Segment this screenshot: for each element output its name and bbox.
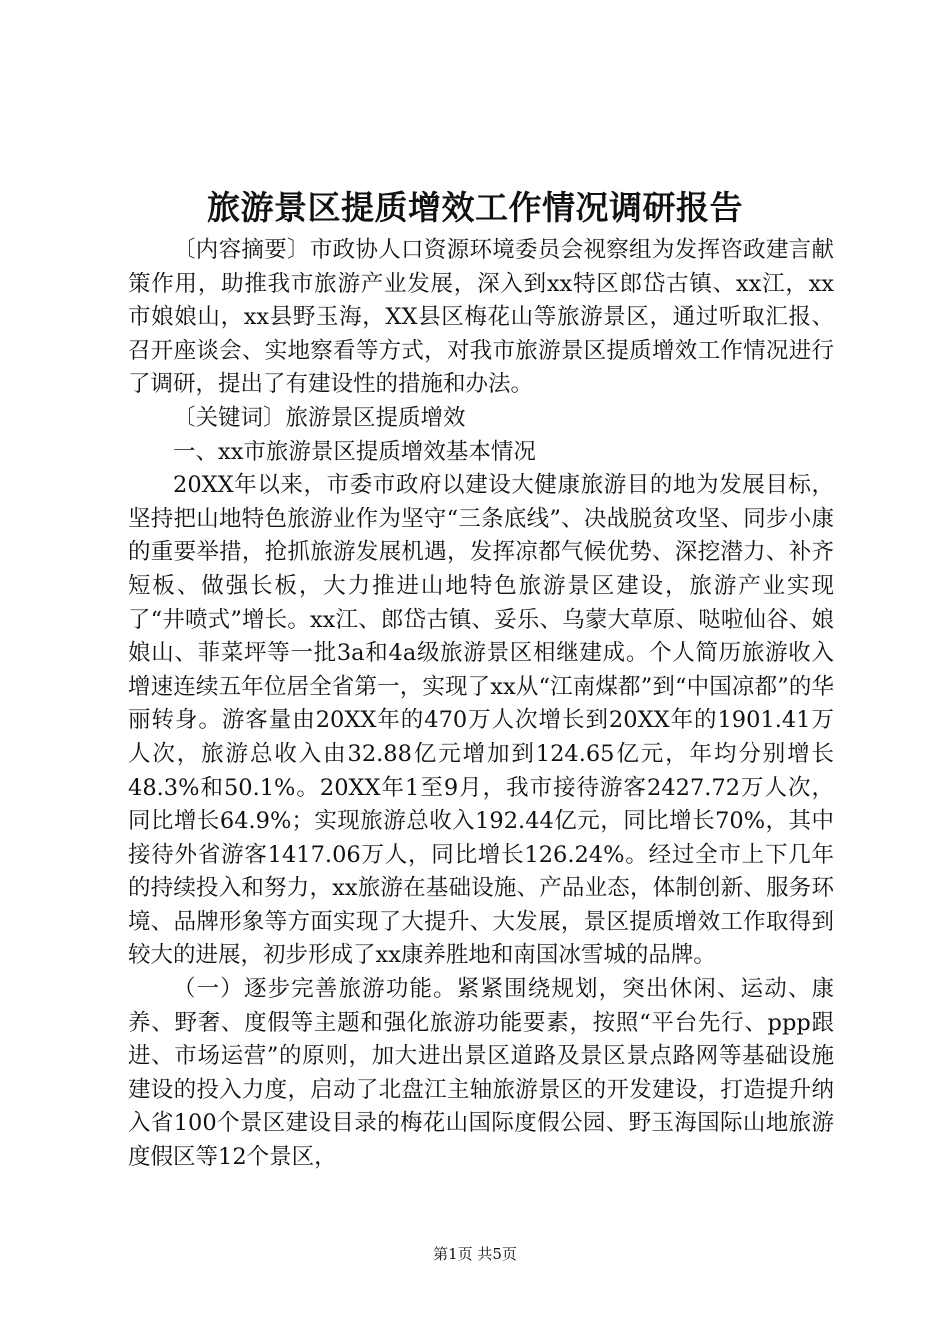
body-paragraph: （一）逐步完善旅游功能。紧紧围绕规划，突出休闲、运动、康养、野奢、度假等主题和强化旅游功能要素，按照“平台先行、ppp跟进、市场运营”的原则，加大进出景区道路及景区景点路网等基础设施建设的投入力度，启动了北盘江主轴旅游景区的开发建设，打造提升纳入省100个景区建设目录的梅花山国际度假公园、野玉海国际山地旅游度假区等12个景区， <box>128 976 834 1171</box>
document-body <box>128 234 834 1175</box>
section-heading: 一、xx市旅游景区提质增效基本情况 <box>173 438 536 465</box>
keywords-paragraph: 〔关键词〕旅游景区提质增效 <box>173 404 466 431</box>
body-paragraph: 20XX年以来，市委市政府以建设大健康旅游目的地为发展目标，坚持把山地特色旅游业作为坚守“三条底线”、决战脱贫攻坚、同步小康的重要举措，抢抓旅游发展机遇，发挥凉都气候优势、深挖潜力、补齐短板、做强长板，大力推进山地特色旅游景区建设，旅游产业实现了“井喷式”增长。xx江、郎岱古镇、妥乐、乌蒙大草原、哒啦仙谷、娘娘山、菲菜坪等一批3a和4a级旅游景区相继建成。个人简历旅游收入增速连续五年位居全省第一，实现了xx从“江南煤都”到“中国凉都”的华丽转身。游客量由20XX年的470万人次增长到20XX年的1901.41万人次，旅游总收入由32.88亿元增加到124.65亿元，年均分别增长48.3%和50.1%。20XX年1至9月，我市接待游客2427.72万人次，同比增长64.9%；实现旅游总收入192.44亿元，同比增长70%，其中接待外省游客1417.06万人，同比增长126.24%。经过全市上下几年的持续投入和努力，xx旅游在基础设施、产品业态，体制创新、服务环境、品牌形象等方面实现了大提升、大发展，景区提质增效工作取得到较大的进展，初步形成了xx康养胜地和南国冰雪城的品牌。 <box>128 472 834 969</box>
page-number-footer: 第1页 共5页 <box>433 1245 517 1263</box>
abstract-paragraph: 〔内容摘要〕市政协人口资源环境委员会视察组为发挥咨政建言献策作用，助推我市旅游产业发展，深入到xx特区郎岱古镇、xx江，xx市娘娘山，xx县野玉海，XX县区梅花山等旅游景区，通过听取汇报、召开座谈会、实地察看等方式，对我市旅游景区提质增效工作情况进行了调研，提出了有建设性的措施和办法。 <box>128 237 834 398</box>
document-title: 旅游景区提质增效工作情况调研报告 <box>207 188 743 227</box>
